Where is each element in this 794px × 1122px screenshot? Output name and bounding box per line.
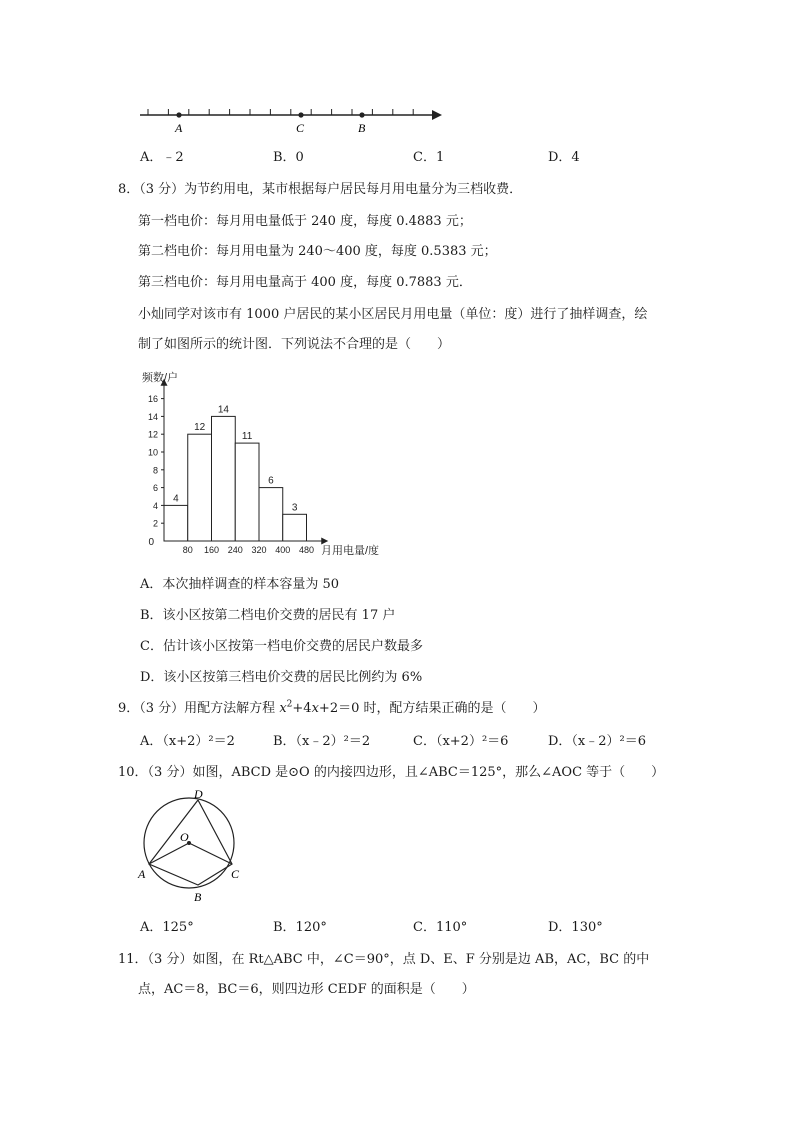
q8-option-a: A．本次抽样调查的样本容量为 50 [140,577,340,592]
y-tick-label: 8 [152,465,158,476]
q9-option-a: A．（x+2）²＝2 [140,734,235,749]
q11-line2: 点，AC＝8，BC＝6，则四边形 CEDF 的面积是（ ） [138,982,475,997]
q8-option-c: C．估计该小区按第一档电价交费的居民户数最多 [140,639,423,654]
q9-stem [118,697,546,716]
q9-var-x: x [279,701,287,716]
q10-option-b: B．120° [273,920,327,935]
bar-value-label: 4 [173,493,179,505]
histogram-bar [259,488,283,541]
x-axis-arrow [321,538,328,545]
x-tick-label: 240 [227,545,243,555]
q8-stem: 8．（3 分）为节约用电，某市根据每户居民每月用电量分为三档收费． [118,182,523,197]
q9-option-d: D．（x﹣2）²＝6 [548,734,647,749]
q10-option-a: A．125° [140,920,194,935]
q8-tier1: 第一档电价：每月用电量低于 240 度，每度 0.4883 元； [138,214,472,229]
x-axis-title: 月用电量/度 [321,545,380,555]
y-tick-label: 6 [152,483,158,494]
bar-value-label: 11 [241,431,253,443]
bar-value-label: 3 [291,502,298,514]
q9-option-b: B．（x﹣2）²＝2 [273,734,371,749]
y-tick-label: 2 [152,518,158,529]
q9-stem-part-b: +4 [292,701,312,716]
number-line-figure [130,100,460,138]
q10-stem: 10．（3 分）如图，ABCD 是⊙O 的内接四边形，且∠ABC＝125°，那么∠AOC 等于（ ） [118,765,665,780]
label-a: A [138,867,146,881]
q10-option-c: C．110° [413,920,468,935]
histogram-bar [188,434,212,541]
histogram-chart [138,365,398,555]
point-c-label: C [296,121,305,135]
q7-option-b: B．0 [273,150,304,165]
histogram-bar [164,505,188,541]
q9-option-c: C．（x+2）²＝6 [413,734,509,749]
q9-exponent: 2 [286,699,293,710]
label-d: D [194,787,203,801]
q10-option-d: D．130° [548,920,603,935]
point-b-label: B [358,121,366,135]
point-a-label: A [175,121,183,135]
q8-tier2: 第二档电价：每月用电量为 240～400 度，每度 0.5383 元； [138,244,497,259]
q8-para1: 小灿同学对该市有 1000 户居民的某小区居民月用电量（单位：度）进行了抽样调查，绘 [138,307,648,322]
origin-label: 0 [148,537,154,548]
y-tick-label: 14 [147,411,158,422]
y-tick-label: 4 [152,500,158,511]
q7-option-a: A．﹣2 [140,150,184,165]
x-tick-label: 160 [203,545,220,555]
q7-option-c: C．1 [413,150,445,165]
circle-quadrilateral-figure [135,785,250,905]
label-b: B [194,890,202,904]
q8-option-b: B．该小区按第二档电价交费的居民有 17 户 [140,608,396,623]
x-tick-label: 480 [298,545,315,555]
bar-value-label: 14 [217,404,229,416]
histogram-bar [235,443,259,541]
y-axis-title: 频数/户 [142,372,179,384]
q7-option-d: D．4 [548,150,580,165]
bar-value-label: 6 [268,475,274,487]
label-o: O [180,830,189,844]
q8-tier3: 第三档电价：每月用电量高于 400 度，每度 0.7883 元． [138,275,472,290]
q8-option-d: D．该小区按第三档电价交费的居民比例约为 6% [140,670,423,685]
x-tick-label: 320 [251,545,267,555]
q9-var-x2: x [311,701,319,716]
q9-stem-part-a: （3 分）用配方法解方程 [139,701,280,716]
q11-line1: 11．（3 分）如图，在 Rt△ABC 中，∠C＝90°，点 D、E、F 分别是边 AB，AC，BC 的中 [118,952,650,967]
y-tick-label: 12 [147,429,158,440]
y-tick-label: 10 [147,447,158,458]
bar-value-label: 12 [194,422,206,434]
y-tick-label: 16 [147,394,158,405]
histogram-bar [283,514,307,541]
q9-number: 9． [118,701,140,716]
x-tick-label: 80 [182,545,193,555]
x-tick-label: 400 [275,545,291,555]
label-c: C [231,867,240,881]
q9-stem-part-c: +2＝0 时，配方结果正确的是（ ） [318,701,546,716]
q8-para2: 制了如图所示的统计图．下列说法不合理的是（ ） [138,337,451,352]
histogram-bar [212,416,236,541]
